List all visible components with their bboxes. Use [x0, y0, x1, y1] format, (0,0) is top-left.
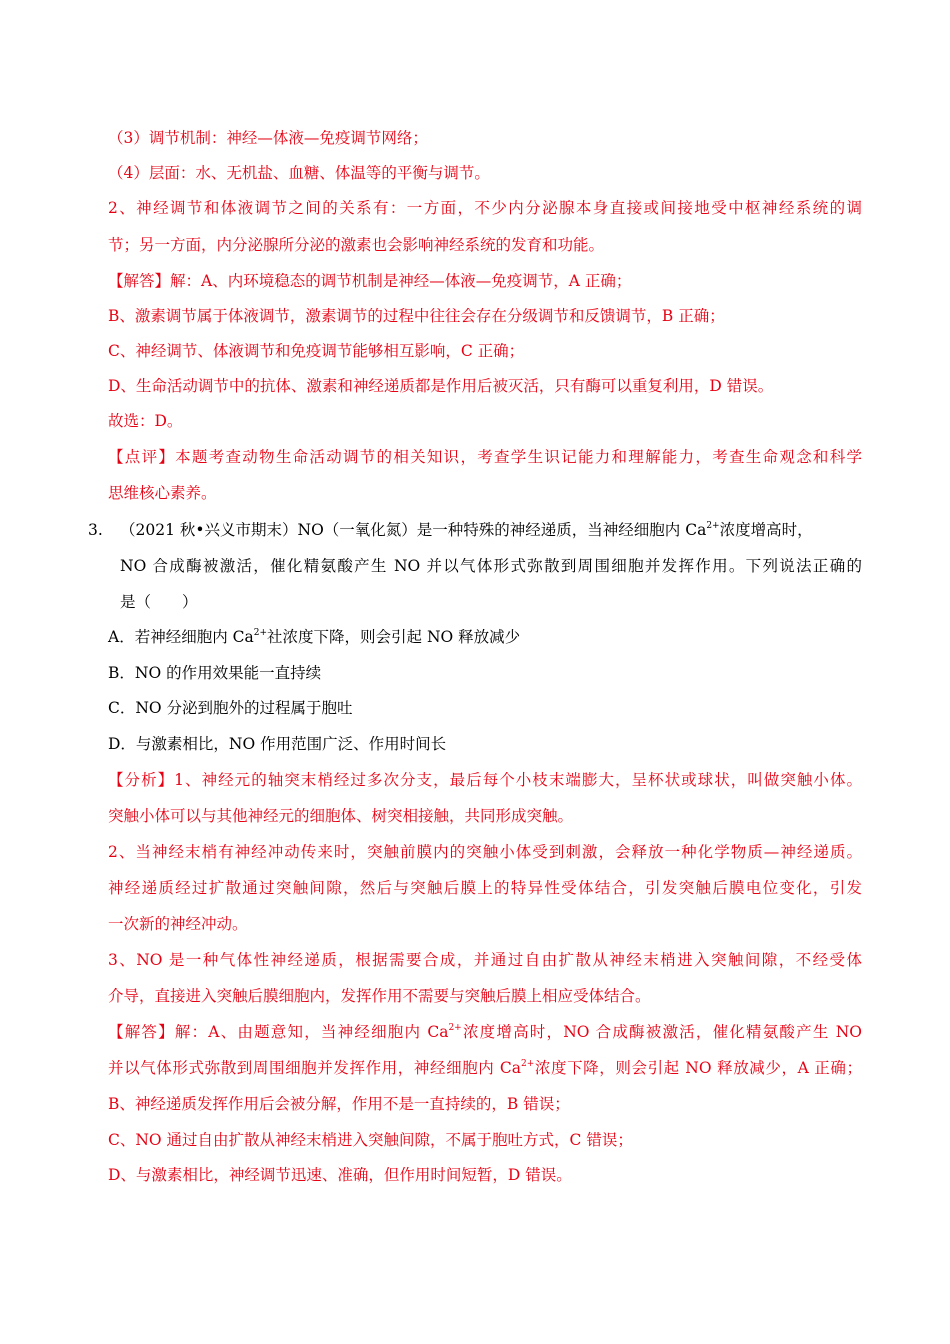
analysis-line-1 [108, 769, 862, 791]
analysis-text-1a: 1、神经元的轴突末梢经过多次分支，最后每个小枝末端膨大，呈杯状或球状，叫做突触小体。 [174, 771, 862, 789]
prev-review-line-2: 思维核心素养。 [108, 484, 217, 502]
analysis-line-2: 突触小体可以与其他神经元的细胞体、树突相接触，共同形成突触。 [108, 807, 574, 825]
stem-text-a: （2021 秋•兴义市期末）NO（一氧化氮）是一种特殊的神经递质，当神经细胞内 Ca [120, 521, 707, 539]
prev-relation-line-2: 节；另一方面，内分泌腺所分泌的激素也会影响神经系统的发育和功能。 [108, 236, 605, 254]
analysis-line-5: 一次新的神经冲动。 [108, 915, 248, 933]
option-d: D．与激素相比，NO 作用范围广泛、作用时间长 [108, 735, 447, 753]
option-a [108, 626, 520, 648]
answer-tag: 【解答】 [108, 272, 171, 290]
solution-tag: 【解答】 [108, 1023, 175, 1041]
superscript: 2+ [521, 1059, 535, 1069]
prev-answer-a [108, 270, 631, 292]
prev-answer-c: C、神经调节、体液调节和免疫调节能够相互影响，C 正确； [108, 342, 525, 360]
analysis-line-3: 2、当神经末梢有神经冲动传来时，突触前膜内的突触小体受到刺激，会释放一种化学物质—神经递质。 [108, 843, 862, 861]
superscript: 2+ [448, 1023, 462, 1033]
solution-line-4: C、NO 通过自由扩散从神经末梢进入突触间隙，不属于胞吐方式，C 错误； [108, 1131, 633, 1149]
stem-text-b: 浓度增高时， [719, 521, 813, 539]
analysis-line-7: 介导，直接进入突触后膜细胞内，发挥作用不需要与突触后膜上相应受体结合。 [108, 987, 651, 1005]
solution-text-2b: 浓度下降，则会引起 NO 释放减少，A 正确； [534, 1059, 862, 1077]
solution-text-2a: 并以气体形式弥散到周围细胞并发挥作用，神经细胞内 Ca [108, 1059, 521, 1077]
solution-text-1b: 浓度增高时，NO 合成酶被激活，催化精氨酸产生 NO [461, 1023, 862, 1041]
option-a-text-2: 社浓度下降，则会引起 NO 释放减少 [267, 628, 521, 646]
question-number: 3. [88, 521, 103, 539]
prev-relation-line-1: 2、神经调节和体液调节之间的关系有：一方面，不少内分泌腺本身直接或间接地受中枢神经系统的调 [108, 199, 862, 217]
solution-line-5: D、与激素相比，神经调节迅速、准确，但作用时间短暂，D 错误。 [108, 1166, 572, 1184]
superscript: 2+ [706, 521, 720, 531]
solution-text-1a: 解：A、由题意知，当神经细胞内 Ca [174, 1023, 449, 1041]
analysis-line-6: 3、NO 是一种气体性神经递质，根据需要合成，并通过自由扩散从神经末梢进入突触间隙，不经受体 [108, 951, 862, 969]
prev-choice: 故选：D。 [108, 412, 183, 430]
question-stem-line-3: 是（ ） [120, 593, 198, 611]
solution-line-3: B、神经递质发挥作用后会被分解，作用不是一直持续的，B 错误； [108, 1095, 570, 1113]
prev-answer-b: B、激素调节属于体液调节，激素调节的过程中往往会存在分级调节和反馈调节，B 正确； [108, 307, 725, 325]
analysis-line-4: 神经递质经过扩散通过突触间隙，然后与突触后膜上的特异性受体结合，引发突触后膜电位变化，引发 [108, 879, 862, 897]
review-tag: 【点评】 [108, 448, 176, 466]
answer-text-a: 解：A、内环境稳态的调节机制是神经—体液—免疫调节，A 正确； [170, 272, 632, 290]
question-stem-line-2: NO 合成酶被激活，催化精氨酸产生 NO 并以气体形式弥散到周围细胞并发挥作用。下列说法正确的 [120, 557, 862, 575]
analysis-tag: 【分析】 [108, 771, 175, 789]
superscript: 2+ [253, 628, 268, 638]
option-c: C．NO 分泌到胞外的过程属于胞吐 [108, 699, 353, 717]
prev-point-4: （4）层面：水、无机盐、血糖、体温等的平衡与调节。 [108, 164, 490, 182]
prev-review-line-1 [108, 446, 862, 468]
question-stem-line-1 [120, 519, 813, 541]
option-b: B．NO 的作用效果能一直持续 [108, 664, 322, 682]
solution-line-2 [108, 1057, 862, 1079]
option-a-text-1: A．若神经细胞内 Ca [108, 628, 254, 646]
prev-point-3: （3）调节机制：神经—体液—免疫调节网络； [108, 129, 428, 147]
review-text-a: 本题考查动物生命活动调节的相关知识，考查学生识记能力和理解能力，考查生命观念和科学 [175, 448, 862, 466]
solution-line-1 [108, 1021, 862, 1043]
prev-answer-d: D、生命活动调节中的抗体、激素和神经递质都是作用后被灭活，只有酶可以重复利用，D 错误。 [108, 377, 774, 395]
